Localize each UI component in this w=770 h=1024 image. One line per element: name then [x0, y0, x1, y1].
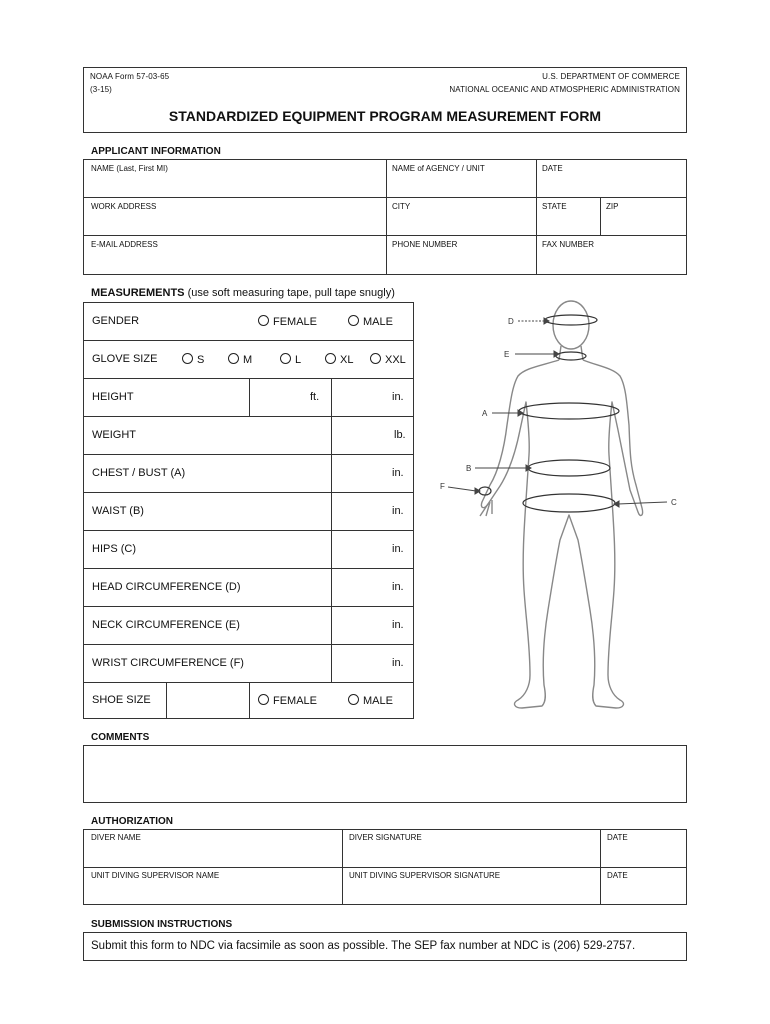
gender-male-label: MALE [363, 316, 393, 328]
glove-m-radio[interactable] [228, 353, 239, 364]
hips-measure-ring [523, 494, 615, 512]
wrist-unit: in. [392, 657, 404, 669]
arrow-c [618, 502, 667, 504]
hips-unit: in. [392, 543, 404, 555]
applicant-table [83, 159, 687, 275]
supervisor-name-field[interactable]: UNIT DIVING SUPERVISOR NAME [91, 871, 220, 880]
hips-label: HIPS (C) [92, 543, 136, 555]
shoe-female-option[interactable] [258, 694, 317, 707]
gender-female-radio[interactable] [258, 315, 269, 326]
measurements-note: (use soft measuring tape, pull tape snugly) [187, 287, 395, 299]
label-a: A [482, 409, 488, 418]
chest-measure-ring [519, 403, 619, 419]
fax-field[interactable]: FAX NUMBER [542, 240, 595, 249]
height-label: HEIGHT [92, 391, 134, 403]
label-f: F [440, 482, 445, 491]
supervisor-date-field[interactable]: DATE [607, 871, 628, 880]
applicant-section-title: APPLICANT INFORMATION [91, 146, 221, 157]
submission-section-title: SUBMISSION INSTRUCTIONS [91, 919, 233, 930]
waist-label: WAIST (B) [92, 505, 144, 517]
label-b: B [466, 464, 472, 473]
shoe-male-option[interactable] [348, 694, 393, 707]
neck-measure-ring [556, 352, 586, 360]
phone-field[interactable]: PHONE NUMBER [392, 240, 458, 249]
glove-m-label: M [243, 354, 253, 366]
glove-size-label: GLOVE SIZE [92, 353, 158, 365]
state-field[interactable]: STATE [542, 202, 567, 211]
glove-option-xl[interactable] [325, 353, 353, 366]
arrow-f [448, 487, 476, 491]
height-ft-unit: ft. [310, 391, 320, 403]
authorization-table [83, 829, 687, 905]
gender-label: GENDER [92, 315, 140, 327]
neck-label: NECK CIRCUMFERENCE (E) [92, 619, 240, 631]
comments-field[interactable] [83, 745, 687, 803]
glove-xl-radio[interactable] [325, 353, 336, 364]
measurements-title: MEASUREMENTS [91, 287, 185, 299]
gender-female-label: FEMALE [273, 316, 318, 328]
glove-l-radio[interactable] [280, 353, 291, 364]
supervisor-signature-field[interactable]: UNIT DIVING SUPERVISOR SIGNATURE [349, 871, 501, 880]
chest-label: CHEST / BUST (A) [92, 467, 186, 479]
shoe-female-label: FEMALE [273, 695, 318, 707]
shoe-female-radio[interactable] [258, 694, 269, 705]
glove-s-label: S [197, 354, 205, 366]
gender-female-option[interactable] [258, 315, 317, 328]
city-field[interactable]: CITY [392, 202, 411, 211]
wrist-label: WRIST CIRCUMFERENCE (F) [92, 657, 244, 669]
date-field[interactable]: DATE [542, 164, 563, 173]
diver-date-field[interactable]: DATE [607, 833, 628, 842]
glove-s-radio[interactable] [182, 353, 193, 364]
shoe-size-input[interactable] [167, 684, 248, 719]
form-date: (3-15) [90, 85, 112, 94]
measurements-table [83, 302, 414, 719]
diver-signature-field[interactable]: DIVER SIGNATURE [349, 833, 422, 842]
weight-label: WEIGHT [92, 429, 136, 441]
comments-section-title: COMMENTS [91, 732, 150, 743]
label-e: E [504, 350, 510, 359]
chest-unit: in. [392, 467, 404, 479]
measurements-section-title [91, 287, 395, 299]
waist-measure-ring [528, 460, 610, 476]
submission-box [83, 932, 687, 961]
glove-l-label: L [295, 354, 302, 366]
height-in-unit: in. [392, 391, 404, 403]
body-measurement-diagram [430, 290, 690, 730]
shoe-size-label: SHOE SIZE [92, 694, 151, 706]
gender-male-radio[interactable] [348, 315, 359, 326]
glove-xxl-label: XXL [385, 354, 406, 366]
glove-option-s[interactable] [182, 353, 204, 366]
work-address-field[interactable]: WORK ADDRESS [91, 202, 157, 211]
department-name: U.S. DEPARTMENT OF COMMERCE [542, 72, 680, 81]
form-header [83, 67, 687, 133]
diver-name-field[interactable]: DIVER NAME [91, 833, 141, 842]
gender-male-option[interactable] [348, 315, 393, 328]
weight-unit: lb. [394, 429, 406, 441]
label-c: C [671, 498, 677, 507]
zip-field[interactable]: ZIP [606, 202, 619, 211]
glove-xl-label: XL [340, 354, 354, 366]
email-field[interactable]: E-MAIL ADDRESS [91, 240, 158, 249]
agency-field[interactable]: NAME of AGENCY / UNIT [392, 164, 485, 173]
glove-option-l[interactable] [280, 353, 301, 366]
glove-xxl-radio[interactable] [370, 353, 381, 364]
head-label: HEAD CIRCUMFERENCE (D) [92, 581, 241, 593]
neck-unit: in. [392, 619, 404, 631]
waist-unit: in. [392, 505, 404, 517]
administration-name: NATIONAL OCEANIC AND ATMOSPHERIC ADMINISTRATION [449, 85, 680, 94]
head-unit: in. [392, 581, 404, 593]
submission-text: Submit this form to NDC via facsimile as soon as possible. The SEP fax number at NDC is (206) 529-2757. [91, 940, 636, 952]
form-title: STANDARDIZED EQUIPMENT PROGRAM MEASUREMENT FORM [168, 108, 602, 124]
authorization-section-title: AUTHORIZATION [91, 816, 174, 827]
glove-option-m[interactable] [228, 353, 252, 366]
glove-option-xxl[interactable] [370, 353, 406, 366]
shoe-male-label: MALE [363, 695, 393, 707]
name-field[interactable]: NAME (Last, First MI) [91, 164, 168, 173]
form-number: NOAA Form 57-03-65 [90, 72, 170, 81]
label-d: D [508, 317, 514, 326]
shoe-male-radio[interactable] [348, 694, 359, 705]
